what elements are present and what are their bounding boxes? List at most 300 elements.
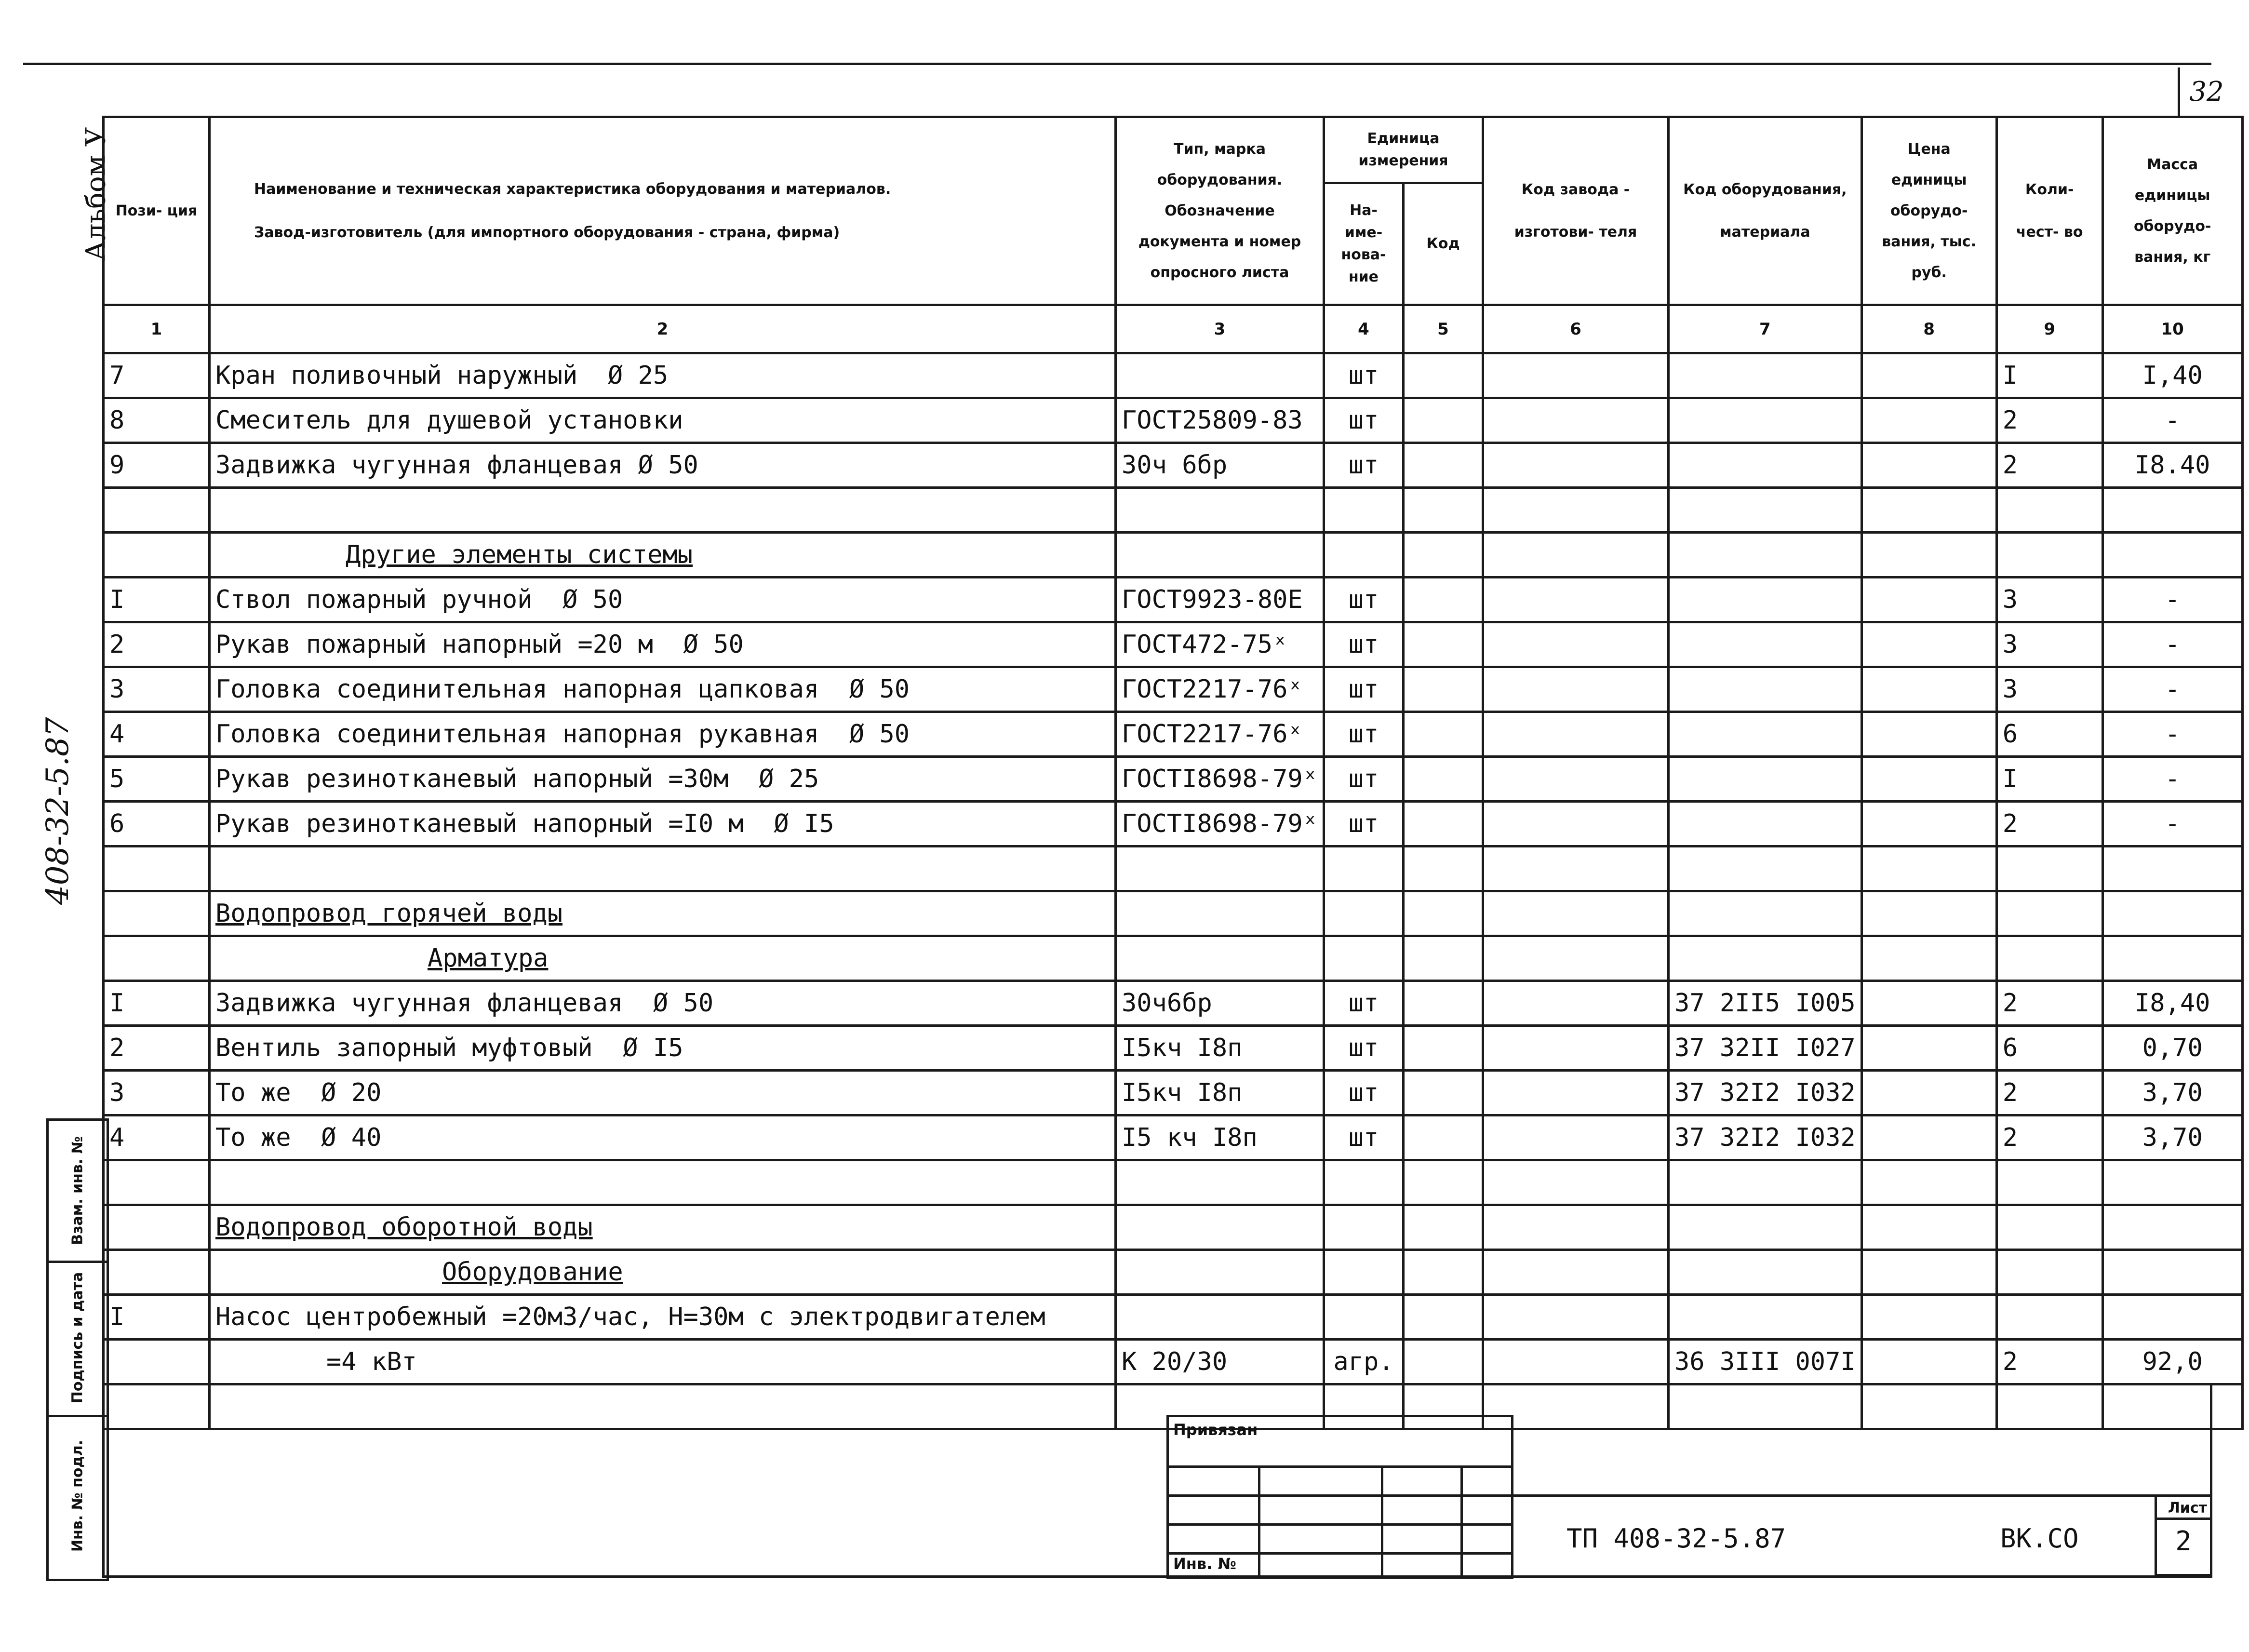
stamp-label-inventory: Инв. № подл.	[69, 1439, 86, 1552]
cell-unit-code	[1404, 1115, 1483, 1160]
cell-maker-code	[1483, 667, 1669, 712]
cell-price	[1861, 622, 1996, 667]
series-handwritten: 408-32-5.87	[40, 717, 76, 905]
cell-price	[1861, 578, 1996, 622]
cell-mass: -	[2102, 712, 2242, 757]
cell-unit	[1324, 846, 1404, 891]
cell-quantity	[1996, 1205, 2102, 1250]
bound-label: Привязан	[1173, 1421, 1258, 1439]
stamp-label-replace: Взам. инв. №	[69, 1136, 86, 1245]
cell-equipment-code: 37 2II5 I005	[1669, 981, 1862, 1026]
cell-unit	[1324, 533, 1404, 578]
cell-unit-code	[1404, 802, 1483, 846]
cell-unit: шт	[1324, 578, 1404, 622]
col-number: 7	[1669, 305, 1862, 353]
top-border-line	[23, 63, 2211, 65]
cell-name	[210, 1115, 1116, 1160]
cell-quantity: I	[1996, 353, 2102, 398]
cell-maker-code	[1483, 802, 1669, 846]
stamp-cell-signature	[49, 1261, 107, 1417]
item-diameter: Ø I5	[774, 809, 834, 838]
cell-quantity	[1996, 533, 2102, 578]
cell-unit-code	[1404, 981, 1483, 1026]
cell-price	[1861, 757, 1996, 802]
cell-unit: шт	[1324, 353, 1404, 398]
cell-unit-code	[1404, 891, 1483, 936]
cell-unit-code	[1404, 533, 1483, 578]
cell-maker-code	[1483, 1340, 1669, 1384]
table-row	[104, 353, 2243, 398]
binding-rule	[1460, 1465, 1463, 1579]
cell-equipment-code: 36 3III 007I	[1669, 1340, 1862, 1384]
cell-maker-code	[1483, 846, 1669, 891]
inventory-label: Инв. №	[1173, 1555, 1236, 1573]
cell-quantity	[1996, 846, 2102, 891]
cell-position: 2	[104, 622, 210, 667]
cell-quantity: 2	[1996, 443, 2102, 488]
cell-maker-code	[1483, 398, 1669, 443]
binding-block	[1166, 1415, 1513, 1579]
header-position: Пози- ция	[104, 117, 210, 305]
table-row	[104, 802, 2243, 846]
cell-equipment-code: 37 32I2 I032	[1669, 1115, 1862, 1160]
cell-unit: шт	[1324, 1115, 1404, 1160]
cell-position: 4	[104, 1115, 210, 1160]
header-name-line2: Завод-изготовитель (для импортного оборудования - страна, фирма)	[254, 224, 840, 241]
title-rule	[1511, 1494, 2157, 1497]
cell-unit	[1324, 936, 1404, 981]
cell-position	[104, 846, 210, 891]
cell-unit-code	[1404, 398, 1483, 443]
item-name: Оборудование	[442, 1258, 623, 1287]
cell-position: 4	[104, 712, 210, 757]
cell-unit: шт	[1324, 802, 1404, 846]
table-row	[104, 622, 2243, 667]
cell-maker-code	[1483, 1115, 1669, 1160]
cell-equipment-code	[1669, 1295, 1862, 1340]
page-number: 32	[2178, 67, 2233, 118]
item-diameter: Ø 50	[683, 630, 744, 659]
header-unit-code: Код	[1404, 183, 1483, 305]
cell-position: 3	[104, 667, 210, 712]
cell-unit-code	[1404, 1205, 1483, 1250]
cell-mass	[2102, 1384, 2242, 1429]
cell-maker-code	[1483, 757, 1669, 802]
cell-quantity: 2	[1996, 1115, 2102, 1160]
cell-document: ГОСТ2217-76ˣ	[1116, 712, 1324, 757]
item-name: Водопровод горячей воды	[215, 899, 563, 928]
col-number: 10	[2102, 305, 2242, 353]
cell-position: 5	[104, 757, 210, 802]
header-maker-code: Код завода - изготови- теля	[1483, 117, 1669, 305]
cell-unit-code	[1404, 936, 1483, 981]
cell-mass	[2102, 846, 2242, 891]
cell-document: 30ч 6бр	[1116, 443, 1324, 488]
header-unit-group: Единица измерения	[1324, 117, 1483, 183]
cell-maker-code	[1483, 533, 1669, 578]
cell-unit: шт	[1324, 443, 1404, 488]
table-row	[104, 712, 2243, 757]
cell-unit: агр.	[1324, 1340, 1404, 1384]
cell-price	[1861, 488, 1996, 533]
cell-document	[1116, 1295, 1324, 1340]
table-row	[104, 1250, 2243, 1295]
cell-name	[210, 1250, 1116, 1295]
cell-document: I5кч I8п	[1116, 1026, 1324, 1071]
cell-document: 30ч6бр	[1116, 981, 1324, 1026]
cell-mass: 0,70	[2102, 1026, 2242, 1071]
cell-name	[210, 1160, 1116, 1205]
cell-unit	[1324, 1250, 1404, 1295]
cell-document	[1116, 533, 1324, 578]
col-number: 2	[210, 305, 1116, 353]
cell-maker-code	[1483, 712, 1669, 757]
cell-price	[1861, 398, 1996, 443]
cell-equipment-code	[1669, 578, 1862, 622]
col-number: 6	[1483, 305, 1669, 353]
item-diameter: Ø 50	[562, 585, 623, 614]
cell-maker-code	[1483, 1205, 1669, 1250]
cell-mass	[2102, 1160, 2242, 1205]
item-name: Другие элементы системы	[346, 540, 693, 569]
cell-mass	[2102, 936, 2242, 981]
cell-name	[210, 1071, 1116, 1115]
cell-price	[1861, 353, 1996, 398]
item-name: Головка соединительная напорная цапковая	[215, 675, 819, 704]
cell-mass: I,40	[2102, 353, 2242, 398]
header-quantity: Коли- чест- во	[1996, 117, 2102, 305]
cell-price	[1861, 1250, 1996, 1295]
cell-name	[210, 1026, 1116, 1071]
stamp-label-signature: Подпись и дата	[69, 1272, 86, 1404]
cell-equipment-code	[1669, 846, 1862, 891]
table-row	[104, 533, 2243, 578]
cell-document	[1116, 936, 1324, 981]
document-number: ТП 408-32-5.87	[1566, 1523, 1786, 1554]
cell-equipment-code	[1669, 1205, 1862, 1250]
cell-price	[1861, 667, 1996, 712]
cell-quantity	[1996, 1160, 2102, 1205]
stamp-cell-replace	[49, 1121, 107, 1263]
item-diameter: Ø 20	[321, 1078, 382, 1107]
cell-position: 8	[104, 398, 210, 443]
cell-document: ГОСТ472-75ˣ	[1116, 622, 1324, 667]
sheet-box	[2155, 1494, 2212, 1576]
cell-mass: -	[2102, 802, 2242, 846]
cell-quantity: 6	[1996, 712, 2102, 757]
binding-rule	[1258, 1465, 1260, 1579]
cell-name	[210, 846, 1116, 891]
cell-maker-code	[1483, 1160, 1669, 1205]
item-name: Рукав пожарный напорный =20 м	[215, 630, 653, 659]
cell-mass	[2102, 1250, 2242, 1295]
item-diameter: Ø 50	[653, 989, 714, 1018]
cell-mass: I8,40	[2102, 981, 2242, 1026]
item-name: Рукав резинотканевый напорный =30м	[215, 765, 729, 793]
cell-unit	[1324, 1295, 1404, 1340]
cell-price	[1861, 533, 1996, 578]
table-row	[104, 667, 2243, 712]
cell-equipment-code	[1669, 443, 1862, 488]
cell-quantity: I	[1996, 757, 2102, 802]
cell-position: 3	[104, 1071, 210, 1115]
cell-quantity: 6	[1996, 1026, 2102, 1071]
table-row	[104, 488, 2243, 533]
header-mass: Масса единицы оборудо- вания, кг	[2102, 117, 2242, 305]
cell-quantity: 3	[1996, 667, 2102, 712]
cell-name	[210, 398, 1116, 443]
cell-mass: 3,70	[2102, 1115, 2242, 1160]
table-row	[104, 1115, 2243, 1160]
cell-mass: -	[2102, 757, 2242, 802]
cell-document	[1116, 846, 1324, 891]
cell-equipment-code	[1669, 667, 1862, 712]
table-row	[104, 1026, 2243, 1071]
cell-unit-code	[1404, 622, 1483, 667]
cell-price	[1861, 891, 1996, 936]
cell-price	[1861, 1115, 1996, 1160]
cell-name	[210, 1384, 1116, 1429]
document-code: ВК.СО	[2000, 1523, 2079, 1554]
cell-quantity: 2	[1996, 981, 2102, 1026]
cell-position	[104, 1384, 210, 1429]
cell-quantity	[1996, 488, 2102, 533]
cell-quantity	[1996, 1295, 2102, 1340]
cell-name	[210, 891, 1116, 936]
col-number: 8	[1861, 305, 1996, 353]
col-number: 3	[1116, 305, 1324, 353]
item-name: Вентиль запорный муфтовый	[215, 1034, 593, 1062]
item-name: Арматура	[428, 944, 549, 973]
cell-unit: шт	[1324, 1071, 1404, 1115]
specification-table	[102, 116, 2244, 1430]
cell-maker-code	[1483, 353, 1669, 398]
cell-document: ГОСТI8698-79ˣ	[1116, 802, 1324, 846]
table-row	[104, 1071, 2243, 1115]
cell-maker-code	[1483, 578, 1669, 622]
cell-document: I5кч I8п	[1116, 1071, 1324, 1115]
item-name: Задвижка чугунная фланцевая Ø 50	[215, 451, 698, 480]
cell-price	[1861, 712, 1996, 757]
cell-name	[210, 802, 1116, 846]
cell-unit: шт	[1324, 1026, 1404, 1071]
cell-document	[1116, 891, 1324, 936]
cell-mass: -	[2102, 622, 2242, 667]
cell-document	[1116, 1250, 1324, 1295]
cell-position: 2	[104, 1026, 210, 1071]
cell-position: I	[104, 1295, 210, 1340]
item-name: Задвижка чугунная фланцевая	[215, 989, 623, 1018]
cell-unit-code	[1404, 578, 1483, 622]
sheet-number: 2	[2175, 1526, 2192, 1557]
cell-unit	[1324, 891, 1404, 936]
cell-position	[104, 533, 210, 578]
cell-name	[210, 981, 1116, 1026]
cell-position	[104, 1340, 210, 1384]
cell-unit-code	[1404, 1295, 1483, 1340]
cell-maker-code	[1483, 936, 1669, 981]
cell-price	[1861, 1071, 1996, 1115]
cell-document	[1116, 1160, 1324, 1205]
cell-maker-code	[1483, 981, 1669, 1026]
cell-unit-code	[1404, 1026, 1483, 1071]
cell-maker-code	[1483, 1026, 1669, 1071]
cell-unit-code	[1404, 353, 1483, 398]
cell-name	[210, 578, 1116, 622]
binding-rule	[1381, 1465, 1383, 1579]
item-diameter: Ø 25	[607, 361, 669, 390]
table-row	[104, 1160, 2243, 1205]
table-row	[104, 891, 2243, 936]
cell-position: 7	[104, 353, 210, 398]
cell-equipment-code	[1669, 1250, 1862, 1295]
cell-equipment-code	[1669, 488, 1862, 533]
cell-unit-code	[1404, 1071, 1483, 1115]
cell-position	[104, 1160, 210, 1205]
cell-quantity: 2	[1996, 802, 2102, 846]
cell-unit-code	[1404, 667, 1483, 712]
cell-quantity	[1996, 936, 2102, 981]
item-name: То же	[215, 1078, 291, 1107]
header-type: Тип, марка оборудования. Обозначение документа и номер опросного листа	[1116, 117, 1324, 305]
cell-mass	[2102, 1295, 2242, 1340]
cell-position	[104, 936, 210, 981]
cell-unit	[1324, 1160, 1404, 1205]
cell-maker-code	[1483, 1295, 1669, 1340]
item-diameter: Ø 40	[321, 1123, 382, 1152]
cell-position	[104, 891, 210, 936]
cell-document: ГОСТ9923-80Е	[1116, 578, 1324, 622]
col-number: 9	[1996, 305, 2102, 353]
cell-equipment-code	[1669, 712, 1862, 757]
cell-maker-code	[1483, 443, 1669, 488]
table-row	[104, 443, 2243, 488]
table-row	[104, 1340, 2243, 1384]
cell-quantity	[1996, 1250, 2102, 1295]
cell-mass	[2102, 891, 2242, 936]
item-name: Головка соединительная напорная рукавная	[215, 720, 819, 749]
sheet-label: Лист	[2157, 1497, 2210, 1520]
cell-name	[210, 353, 1116, 398]
cell-document: К 20/30	[1116, 1340, 1324, 1384]
cell-position	[104, 1205, 210, 1250]
cell-unit: шт	[1324, 667, 1404, 712]
table-row	[104, 981, 2243, 1026]
cell-unit: шт	[1324, 622, 1404, 667]
cell-quantity: 2	[1996, 1340, 2102, 1384]
item-name: =4 кВт	[326, 1347, 417, 1376]
cell-document: ГОСТ25809-83	[1116, 398, 1324, 443]
cell-document: ГОСТ2217-76ˣ	[1116, 667, 1324, 712]
cell-position	[104, 1250, 210, 1295]
bottom-border-line	[102, 1575, 2212, 1578]
cell-document	[1116, 488, 1324, 533]
cell-unit	[1324, 1205, 1404, 1250]
cell-quantity: 2	[1996, 1071, 2102, 1115]
cell-equipment-code	[1669, 353, 1862, 398]
cell-equipment-code	[1669, 757, 1862, 802]
cell-price	[1861, 1205, 1996, 1250]
cell-unit: шт	[1324, 757, 1404, 802]
item-name: Смеситель для душевой установки	[215, 406, 683, 435]
item-name: Рукав резинотканевый напорный =I0 м	[215, 809, 744, 838]
cell-position: 6	[104, 802, 210, 846]
cell-name	[210, 1295, 1116, 1340]
cell-quantity	[1996, 891, 2102, 936]
table-body	[104, 353, 2243, 1429]
approval-stamp	[46, 1118, 109, 1581]
cell-position: 9	[104, 443, 210, 488]
header-equipment-code: Код оборудования, материала	[1669, 117, 1862, 305]
cell-price	[1861, 936, 1996, 981]
cell-unit-code	[1404, 1250, 1483, 1295]
cell-unit-code	[1404, 488, 1483, 533]
cell-mass	[2102, 1205, 2242, 1250]
table-row	[104, 578, 2243, 622]
cell-price	[1861, 1026, 1996, 1071]
col-number: 4	[1324, 305, 1404, 353]
cell-document	[1116, 1205, 1324, 1250]
cell-position: I	[104, 578, 210, 622]
table-row	[104, 757, 2243, 802]
cell-name	[210, 1340, 1116, 1384]
cell-name	[210, 533, 1116, 578]
cell-maker-code	[1483, 1250, 1669, 1295]
col-number: 1	[104, 305, 210, 353]
item-diameter: Ø 50	[849, 675, 910, 704]
cell-mass	[2102, 533, 2242, 578]
item-name: Насос центробежный =20м3/час, Н=30м с электродвигателем	[215, 1303, 1045, 1331]
cell-position: I	[104, 981, 210, 1026]
cell-name	[210, 443, 1116, 488]
cell-quantity: 3	[1996, 622, 2102, 667]
header-price: Цена единицы оборудо- вания, тыс. руб.	[1861, 117, 1996, 305]
left-border-line	[102, 1383, 105, 1578]
cell-equipment-code: 37 32II I027	[1669, 1026, 1862, 1071]
cell-position	[104, 488, 210, 533]
cell-name	[210, 622, 1116, 667]
cell-name	[210, 936, 1116, 981]
item-name: Ствол пожарный ручной	[215, 585, 533, 614]
header-name-line1: Наименование и техническая характеристика оборудования и материалов.	[254, 180, 891, 198]
cell-maker-code	[1483, 1071, 1669, 1115]
cell-price	[1861, 1384, 1996, 1429]
cell-unit-code	[1404, 757, 1483, 802]
cell-mass: -	[2102, 578, 2242, 622]
cell-price	[1861, 846, 1996, 891]
cell-quantity: 3	[1996, 578, 2102, 622]
cell-maker-code	[1483, 622, 1669, 667]
stamp-cell-inventory	[49, 1415, 107, 1576]
cell-mass: 92,0	[2102, 1340, 2242, 1384]
cell-equipment-code	[1669, 802, 1862, 846]
cell-equipment-code	[1669, 1160, 1862, 1205]
cell-mass: -	[2102, 667, 2242, 712]
cell-unit-code	[1404, 443, 1483, 488]
table-row	[104, 1205, 2243, 1250]
cell-maker-code	[1483, 488, 1669, 533]
header-unit-name: На- име- нова- ние	[1324, 183, 1404, 305]
cell-equipment-code	[1669, 891, 1862, 936]
cell-maker-code	[1483, 891, 1669, 936]
cell-document: I5 кч I8п	[1116, 1115, 1324, 1160]
cell-mass	[2102, 488, 2242, 533]
cell-unit-code	[1404, 1160, 1483, 1205]
cell-price	[1861, 981, 1996, 1026]
item-diameter: Ø 50	[849, 720, 910, 749]
cell-unit-code	[1404, 1340, 1483, 1384]
cell-equipment-code	[1669, 398, 1862, 443]
